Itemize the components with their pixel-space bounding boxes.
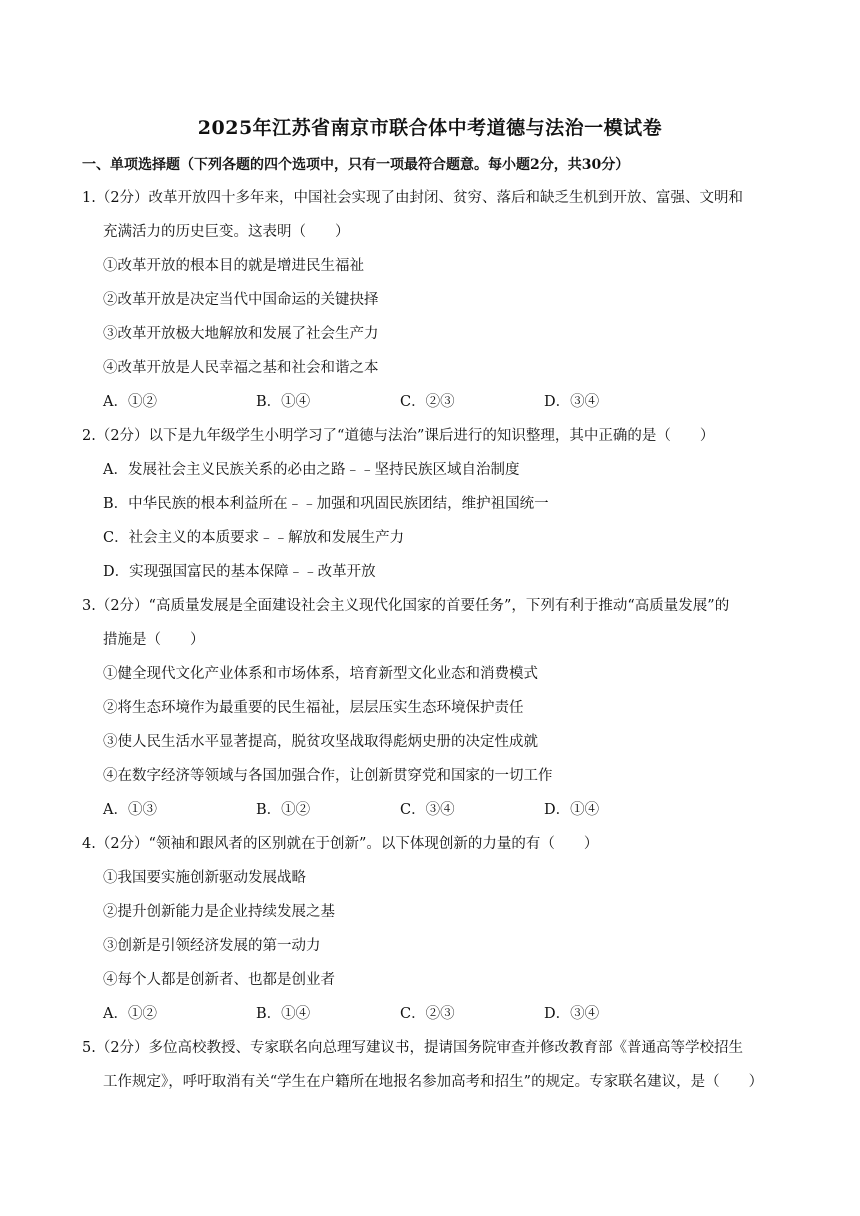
choice-a[interactable]: A．①② [103, 394, 157, 410]
choice-d[interactable]: D．③④ [544, 394, 600, 410]
question-3-stem-cont: 措施是（ ） [103, 632, 205, 648]
question-5-stem: 5.（2分）多位高校教授、专家联名向总理写建议书，提请国务院审查并修改教育部《普通高等学校招生 [82, 1040, 744, 1056]
choice-d[interactable]: D．③④ [544, 1006, 600, 1022]
question-4-choices [103, 1004, 723, 1024]
choice-b[interactable]: B．①② [256, 802, 311, 818]
question-4-stem: 4.（2分）“领袖和跟风者的区别就在于创新”。以下体现创新的力量的有（ ） [82, 836, 599, 852]
choice-d[interactable]: D．①④ [544, 802, 600, 818]
question-1-statement-1: ①改革开放的根本目的就是增进民生福祉 [103, 258, 364, 274]
choice-c[interactable]: C．③④ [400, 802, 455, 818]
choice-c[interactable]: C．②③ [400, 1006, 455, 1022]
question-1-statement-2: ②改革开放是决定当代中国命运的关键抉择 [103, 292, 379, 308]
question-3-statement-1: ①健全现代文化产业体系和市场体系，培育新型文化业态和消费模式 [103, 666, 538, 682]
choice-c[interactable]: C．②③ [400, 394, 455, 410]
question-4-statement-2: ②提升创新能力是企业持续发展之基 [103, 904, 335, 920]
section-heading: 一、单项选择题（下列各题的四个选项中，只有一项最符合题意。每小题2分，共30分） [82, 157, 630, 173]
question-3-statement-2: ②将生态环境作为最重要的民生福祉，层层压实生态环境保护责任 [103, 700, 524, 716]
exam-title: 2025年江苏省南京市联合体中考道德与法治一模试卷 [197, 117, 663, 139]
question-2-choice-b[interactable]: B．中华民族的根本利益所在﹣﹣加强和巩固民族团结，维护祖国统一 [103, 496, 549, 512]
question-1-statement-3: ③改革开放极大地解放和发展了社会生产力 [103, 326, 379, 342]
question-3-choices [103, 800, 723, 820]
choice-b[interactable]: B．①④ [256, 394, 311, 410]
question-4-statement-3: ③创新是引领经济发展的第一动力 [103, 938, 321, 954]
question-1-stem-cont: 充满活力的历史巨变。这表明（ ） [103, 224, 350, 240]
question-1-statement-4: ④改革开放是人民幸福之基和社会和谐之本 [103, 360, 379, 376]
question-5-stem-cont: 工作规定》，呼吁取消有关“学生在户籍所在地报名参加高考和招生”的规定。专家联名建议，是（ ） [103, 1074, 764, 1090]
question-3-statement-3: ③使人民生活水平显著提高，脱贫攻坚战取得彪炳史册的决定性成就 [103, 734, 538, 750]
question-2-choice-d[interactable]: D．实现强国富民的基本保障﹣﹣改革开放 [103, 564, 376, 580]
choice-a[interactable]: A．①③ [103, 802, 157, 818]
question-1-stem: 1.（2分）改革开放四十多年来，中国社会实现了由封闭、贫穷、落后和缺乏生机到开放、富强、文明和 [82, 190, 744, 206]
choice-a[interactable]: A．①② [103, 1006, 157, 1022]
question-2-choice-a[interactable]: A．发展社会主义民族关系的必由之路﹣﹣坚持民族区域自治制度 [103, 462, 520, 478]
question-3-statement-4: ④在数字经济等领域与各国加强合作，让创新贯穿党和国家的一切工作 [103, 768, 553, 784]
question-4-statement-1: ①我国要实施创新驱动发展战略 [103, 870, 306, 886]
choice-b[interactable]: B．①④ [256, 1006, 311, 1022]
question-2-stem: 2.（2分）以下是九年级学生小明学习了“道德与法治”课后进行的知识整理，其中正确的是（ ） [82, 428, 715, 444]
question-2-choice-c[interactable]: C．社会主义的本质要求﹣﹣解放和发展生产力 [103, 530, 405, 546]
question-1-choices [103, 392, 723, 412]
question-3-stem: 3.（2分）“高质量发展是全面建设社会主义现代化国家的首要任务”，下列有利于推动“高质量发展”的 [82, 598, 730, 614]
question-4-statement-4: ④每个人都是创新者、也都是创业者 [103, 972, 335, 988]
